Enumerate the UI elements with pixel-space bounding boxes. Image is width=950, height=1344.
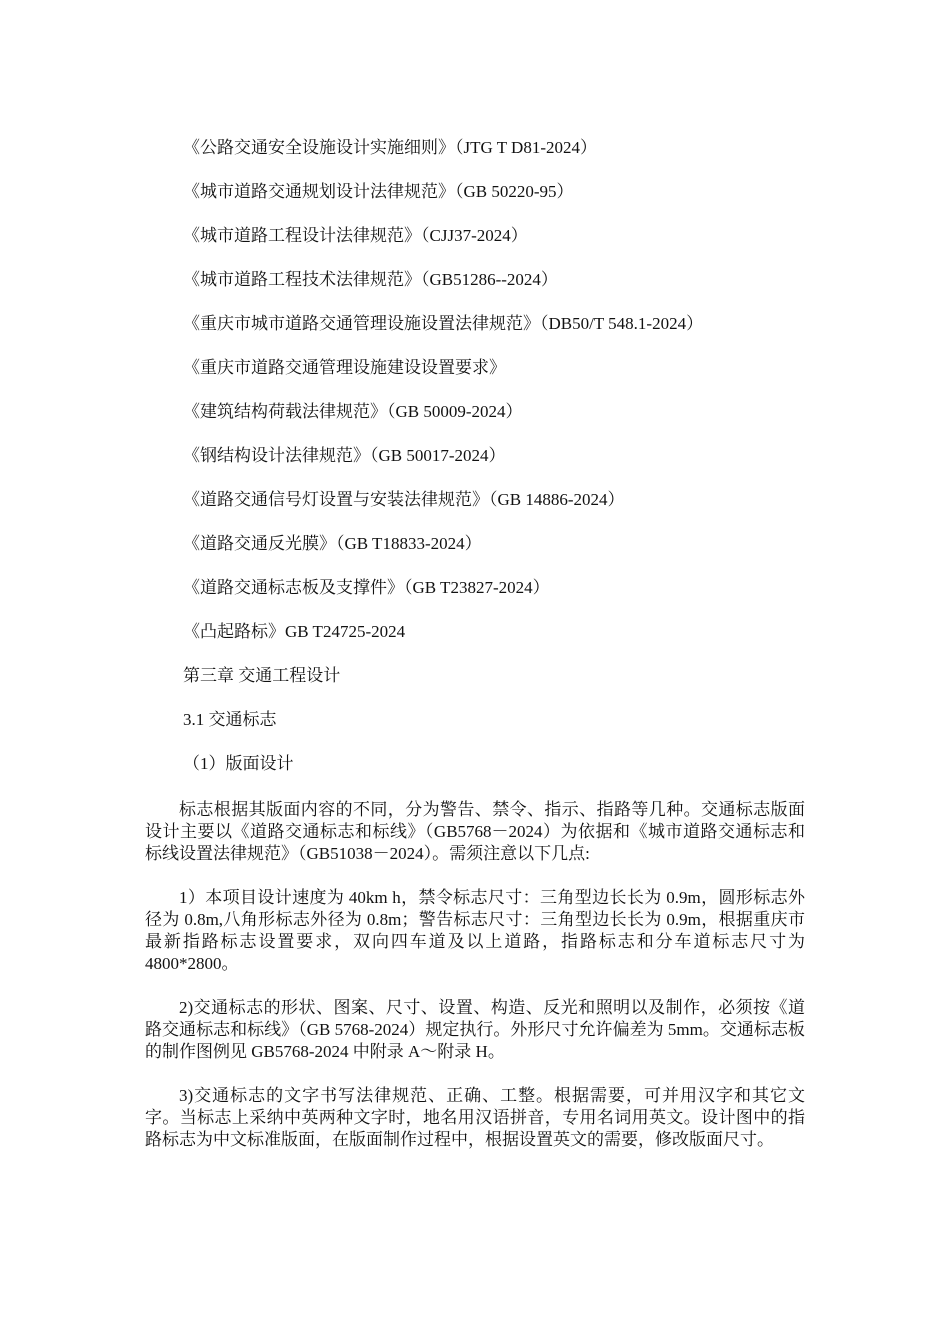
reference-item: 《道路交通标志板及支撑件》（GB T23827-2024） bbox=[183, 578, 550, 597]
paragraph-item-1: 1）本项目设计速度为 40km h，禁令标志尺寸：三角型边长长为 0.9m，圆形标志外径为 0.8m,八角形标志外径为 0.8m；警告标志尺寸：三角型边长长为 0.9m，根据重庆市最新指路标志设置要求，双向四车道及以上道路，指路标志和分车道标志尺寸为 4800*2800。 bbox=[145, 888, 805, 973]
paragraph-intro: 标志根据其版面内容的不同，分为警告、禁令、指示、指路等几种。交通标志版面设计主要以《道路交通标志和标线》（GB5768－2024）为依据和《城市道路交通标志和标线设置法律规范》（GB51038－2024）。需须注意以下几点: bbox=[145, 800, 805, 863]
reference-item: 《公路交通安全设施设计实施细则》（JTG T D81-2024） bbox=[183, 138, 597, 157]
section-title: 3.1 交通标志 bbox=[183, 710, 277, 729]
reference-item: 《建筑结构荷载法律规范》（GB 50009-2024） bbox=[183, 402, 523, 421]
subsection-title: （1）版面设计 bbox=[183, 754, 294, 773]
reference-item: 《道路交通反光膜》（GB T18833-2024） bbox=[183, 534, 482, 553]
body-text bbox=[145, 799, 805, 1173]
reference-list bbox=[183, 137, 703, 665]
reference-item: 《城市道路工程设计法律规范》（CJJ37-2024） bbox=[183, 226, 528, 245]
reference-item: 《道路交通信号灯设置与安装法律规范》（GB 14886-2024） bbox=[183, 490, 625, 509]
reference-item: 《重庆市道路交通管理设施建设设置要求》 bbox=[183, 358, 506, 377]
paragraph-item-2: 2)交通标志的形状、图案、尺寸、设置、构造、反光和照明以及制作，必须按《道路交通标志和标线》（GB 5768-2024）规定执行。外形尺寸允许偏差为 5mm。交通标志板的制作图例见 GB5768-2024 中附录 A～附录 H。 bbox=[145, 998, 805, 1061]
reference-item: 《城市道路交通规划设计法律规范》（GB 50220-95） bbox=[183, 182, 574, 201]
reference-item: 《城市道路工程技术法律规范》（GB51286--2024） bbox=[183, 270, 558, 289]
reference-item: 《凸起路标》GB T24725-2024 bbox=[183, 622, 406, 641]
reference-item: 《钢结构设计法律规范》（GB 50017-2024） bbox=[183, 446, 506, 465]
chapter-title: 第三章 交通工程设计 bbox=[183, 666, 341, 685]
reference-item: 《重庆市城市道路交通管理设施设置法律规范》（DB50/T 548.1-2024） bbox=[183, 314, 704, 333]
heading-group bbox=[183, 665, 340, 797]
paragraph-item-3: 3)交通标志的文字书写法律规范、正确、工整。根据需要，可并用汉字和其它文字。当标志上采纳中英两种文字时，地名用汉语拼音，专用名词用英文。设计图中的指路标志为中文标准版面，在版面制作过程中，根据设置英文的需要，修改版面尺寸。 bbox=[145, 1086, 805, 1149]
